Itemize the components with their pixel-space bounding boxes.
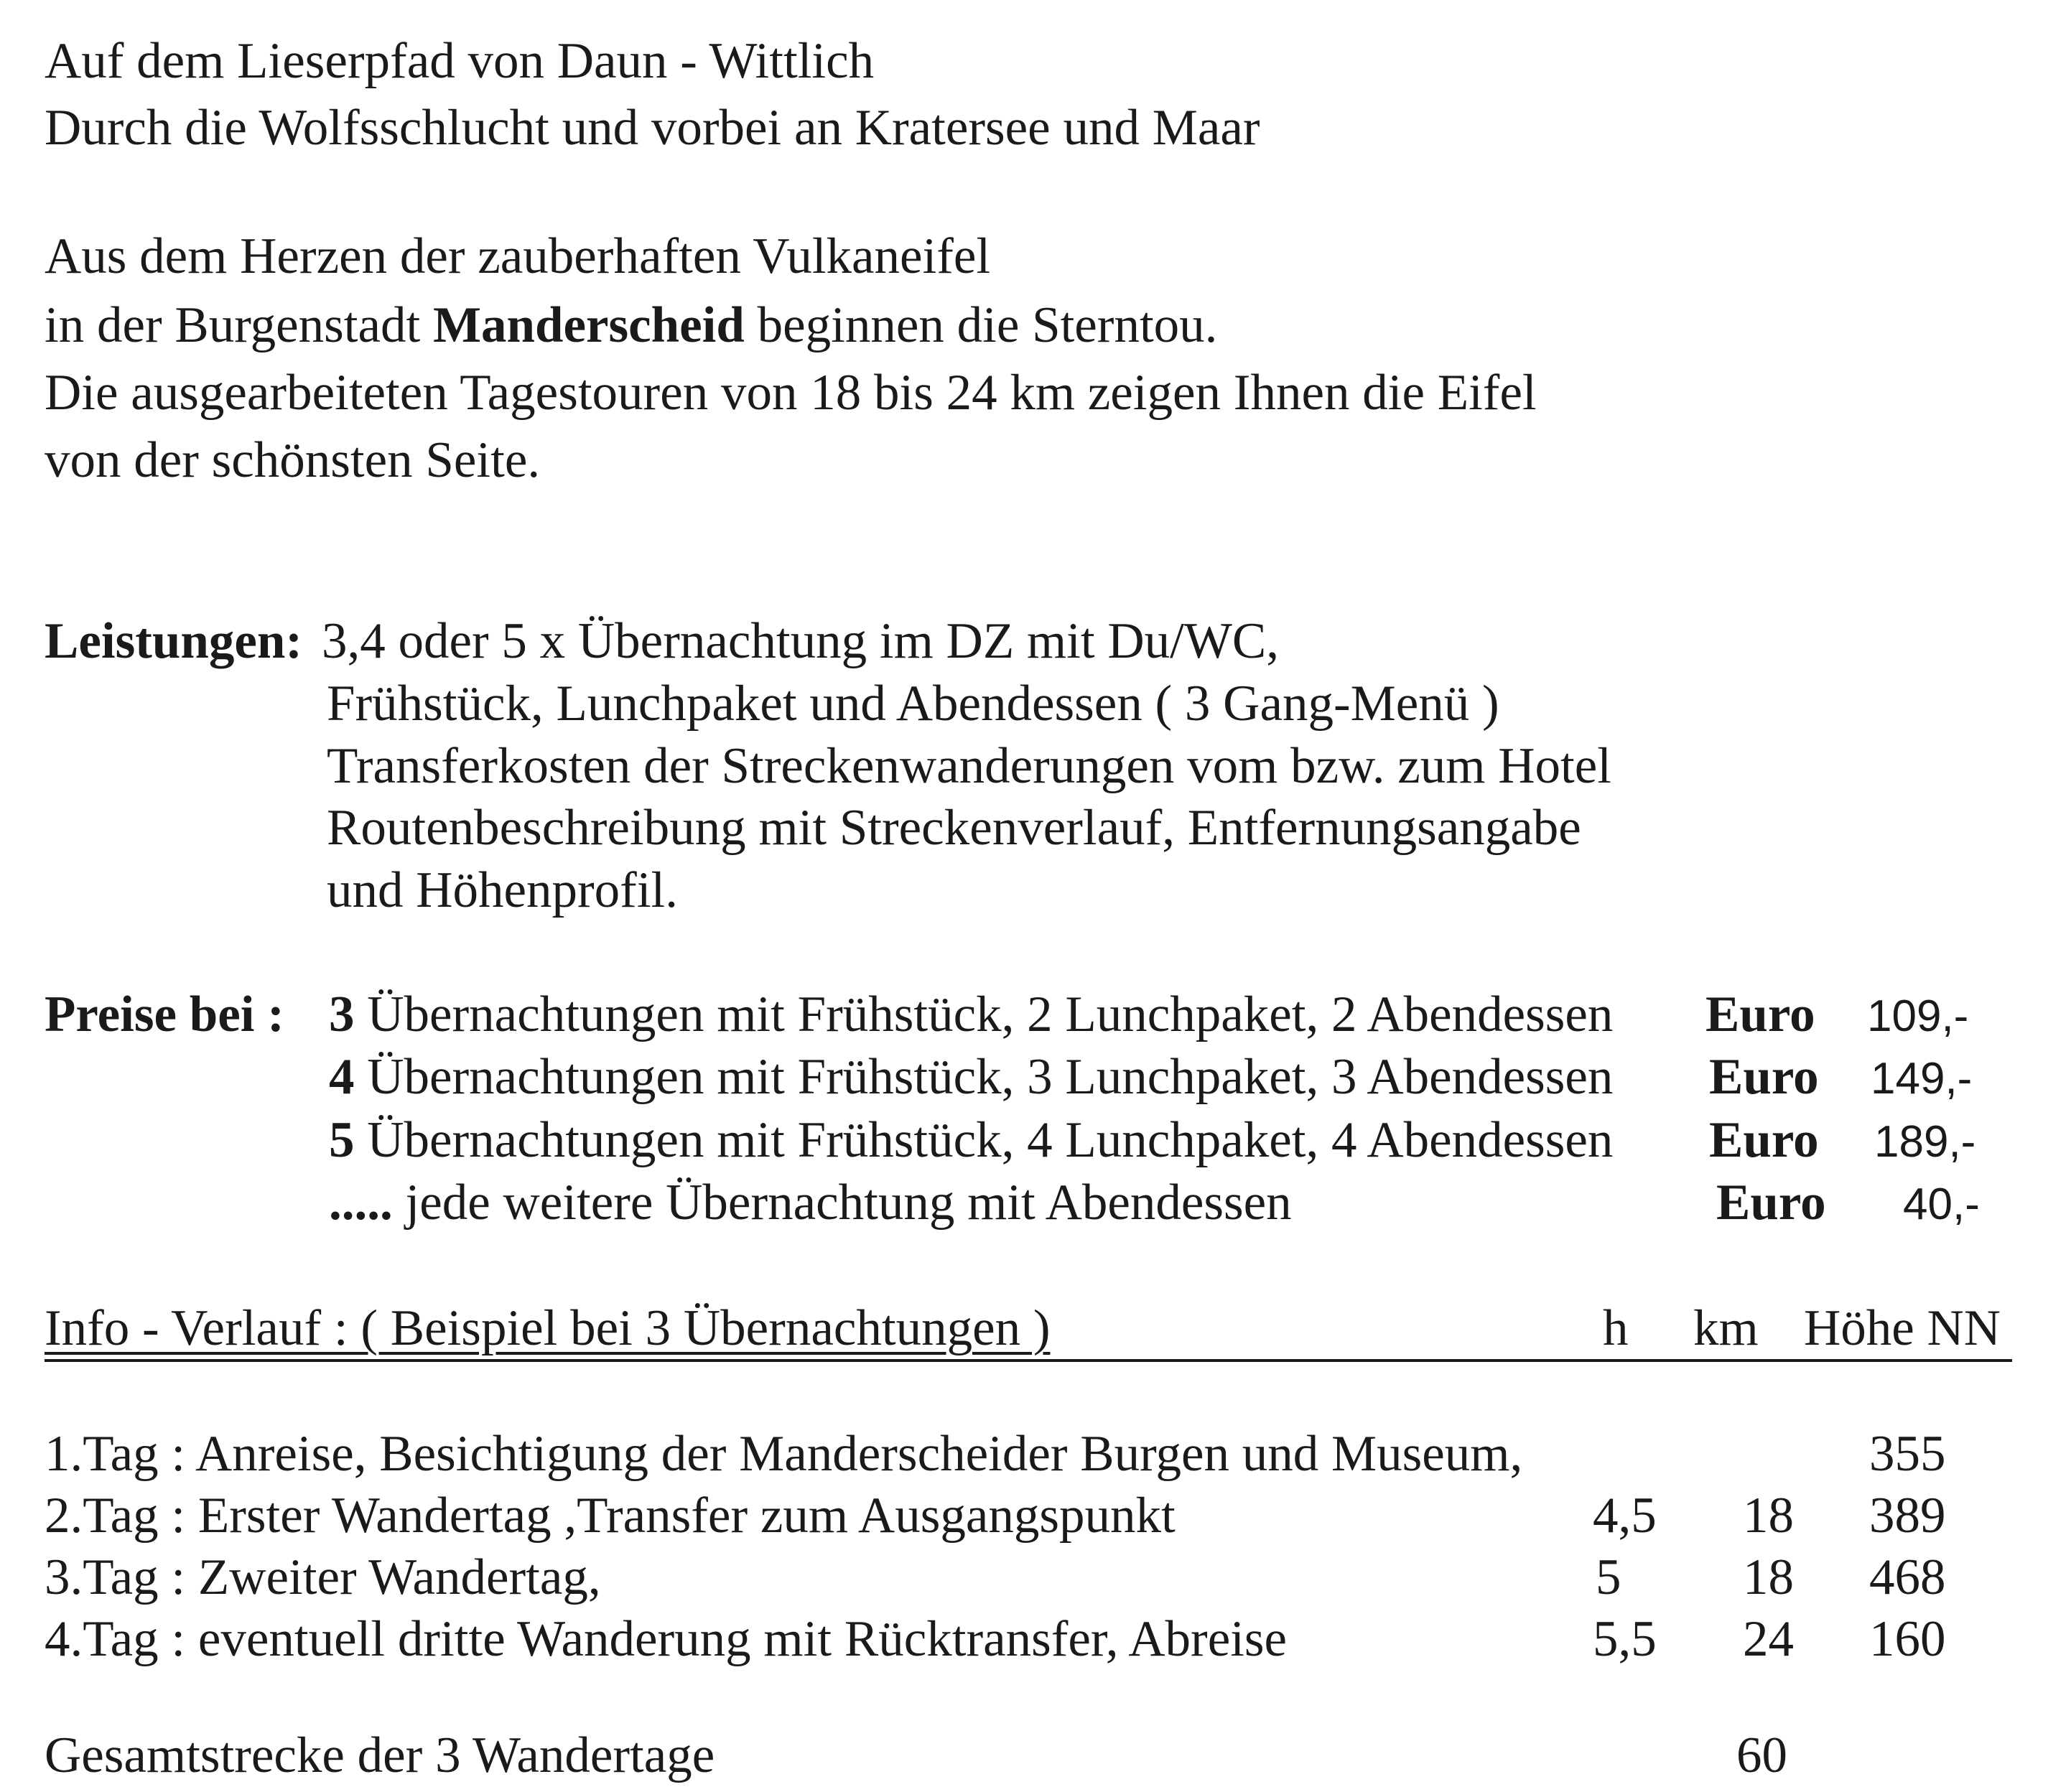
preise-row-count: 5: [329, 1112, 355, 1168]
info-col-h: h: [1603, 1300, 1629, 1356]
preise-row-currency-text: Euro: [1709, 1112, 1819, 1168]
preise-row-price: 189,-: [1874, 1117, 1976, 1167]
info-col-km: km: [1693, 1300, 1759, 1356]
preise-row-count: 4: [329, 1049, 355, 1105]
leistungen-line-5: und Höhenprofil.: [327, 862, 679, 918]
preise-row-currency: [1709, 1112, 1819, 1168]
preise-row-price: 40,-: [1903, 1180, 1980, 1229]
total-km: 60: [1736, 1727, 1787, 1783]
info-row-text: 4.Tag : eventuell dritte Wanderung mit Rücktransfer, Abreise: [45, 1611, 1288, 1667]
leistungen-line-4: Routenbeschreibung mit Streckenverlauf, Entfernungsangabe: [327, 800, 1581, 856]
preise-row-currency-text: Euro: [1716, 1175, 1826, 1231]
leistungen-label-text: Leistungen:: [45, 613, 302, 669]
leistungen-line-2: Frühstück, Lunchpaket und Abendessen ( 3 Gang-Menü ): [327, 676, 1499, 732]
info-col-hoehe: Höhe NN: [1804, 1300, 2001, 1356]
preise-row-currency-text: Euro: [1705, 986, 1815, 1042]
preise-row: [329, 986, 1614, 1042]
preise-row-price: 109,-: [1867, 991, 1969, 1041]
info-row-h: 4,5: [1593, 1488, 1657, 1544]
intro-line-2-prefix: in der Burgenstadt: [45, 297, 433, 353]
intro-line-2-suffix: beginnen die Sterntou.: [744, 297, 1218, 353]
preise-row: [329, 1112, 1614, 1168]
preise-row: [329, 1049, 1614, 1105]
total-label: Gesamtstrecke der 3 Wandertage: [45, 1727, 715, 1783]
title-line-1: Auf dem Lieserpfad von Daun - Wittlich: [45, 33, 875, 89]
preise-row-text: Übernachtungen mit Frühstück, 2 Lunchpaket, 2 Abendessen: [354, 986, 1614, 1042]
preise-row-text: Übernachtungen mit Frühstück, 4 Lunchpaket, 4 Abendessen: [354, 1112, 1614, 1168]
info-heading-text: Info - Verlauf : ( Beispiel bei 3 Übernachtungen ): [45, 1300, 1051, 1356]
preise-row-text: jede weitere Übernachtung mit Abendessen: [392, 1175, 1292, 1231]
leistungen-line-3: Transferkosten der Streckenwanderungen vom bzw. zum Hotel: [327, 738, 1611, 794]
preise-label: [45, 986, 284, 1042]
preise-row-text: Übernachtungen mit Frühstück, 3 Lunchpaket, 3 Abendessen: [354, 1049, 1614, 1105]
intro-line-3: Die ausgearbeiteten Tagestouren von 18 bis 24 km zeigen Ihnen die Eifel: [45, 365, 1537, 421]
preise-row-currency: [1709, 1049, 1819, 1105]
preise-row: [329, 1175, 1292, 1231]
preise-row-currency: [1716, 1175, 1826, 1231]
info-row-text: 2.Tag : Erster Wandertag ,Transfer zum Ausgangspunkt: [45, 1488, 1176, 1544]
leistungen-line-1: 3,4 oder 5 x Übernachtung im DZ mit Du/WC,: [322, 613, 1279, 669]
intro-line-4: von der schönsten Seite.: [45, 432, 541, 488]
info-row-km: 18: [1743, 1549, 1794, 1605]
info-row-text: 1.Tag : Anreise, Besichtigung der Manderscheider Burgen und Museum,: [45, 1426, 1523, 1482]
info-row-text: 3.Tag : Zweiter Wandertag,: [45, 1549, 601, 1605]
preise-row-price: 149,-: [1871, 1054, 1973, 1103]
info-row-hoehe: 160: [1869, 1611, 1946, 1667]
info-row-h: 5: [1596, 1549, 1621, 1605]
info-row-h: 5,5: [1593, 1611, 1657, 1667]
info-row-km: 18: [1743, 1488, 1794, 1544]
preise-row-currency-text: Euro: [1709, 1049, 1819, 1105]
preise-row-count: .....: [329, 1175, 393, 1231]
info-row-hoehe: 389: [1869, 1488, 1946, 1544]
preise-row-currency: [1705, 986, 1815, 1042]
info-row-km: 24: [1743, 1611, 1794, 1667]
intro-line-1: Aus dem Herzen der zauberhaften Vulkaneifel: [45, 228, 991, 284]
info-row-hoehe: 468: [1869, 1549, 1946, 1605]
leistungen-label: [45, 613, 302, 669]
title-line-2: Durch die Wolfsschlucht und vorbei an Kratersee und Maar: [45, 100, 1260, 156]
preise-label-text: Preise bei :: [45, 986, 284, 1042]
info-heading-rule: [45, 1359, 2012, 1362]
info-row-hoehe: 355: [1869, 1426, 1946, 1482]
preise-row-count: 3: [329, 986, 355, 1042]
intro-town-name: Manderscheid: [432, 297, 745, 353]
intro-line-2: [45, 297, 1218, 353]
